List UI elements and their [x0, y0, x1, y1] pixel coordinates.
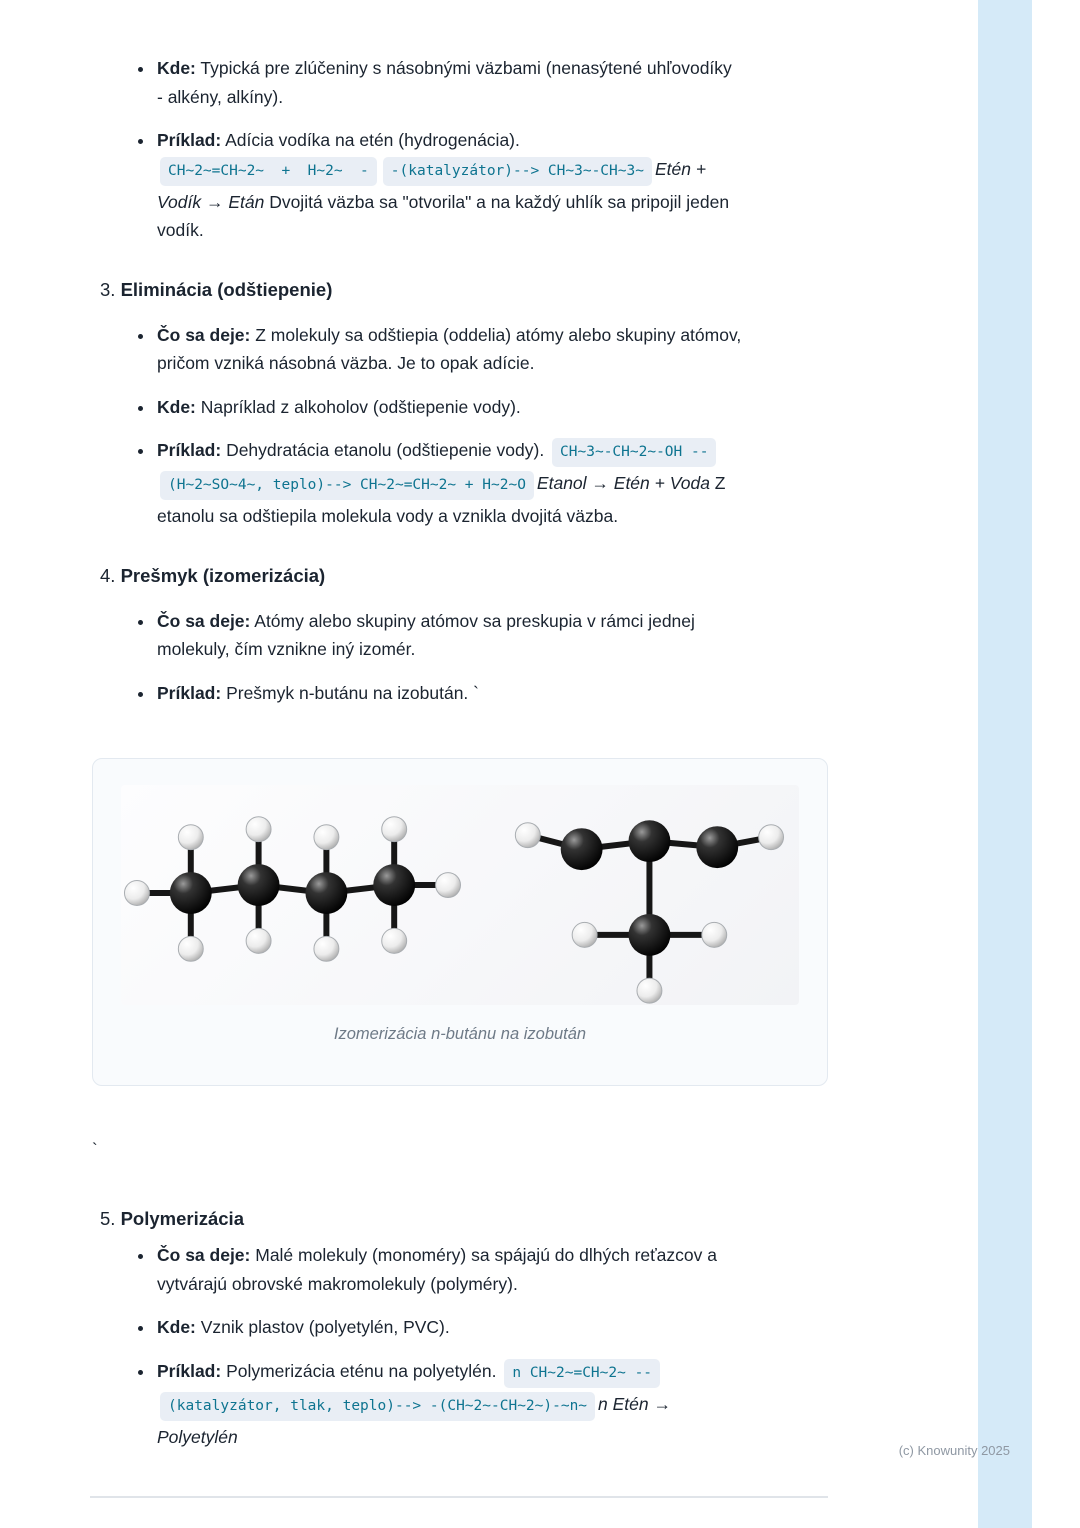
bullet-priklad [155, 126, 742, 245]
bullet-text: Vznik plastov (polyetylén, PVC). [195, 1317, 450, 1338]
bullet-label: Príklad: [157, 130, 222, 151]
bullet-label: Kde: [157, 58, 196, 78]
bullet-text: Atómy alebo skupiny atómov sa preskupia v rámci jednej molekuly, čím vznikne iný izomér. [157, 610, 695, 660]
bullet-label: Príklad: [157, 440, 222, 461]
bullet-text: Z molekuly sa odštiepia (oddelia) atómy alebo skupiny atómov, pričom vzniká násobná väzba. Je to opak adície. [157, 324, 742, 374]
reaction-summary: n Etén → Polyetylén [157, 1393, 671, 1447]
decorative-stripe [978, 0, 1032, 1528]
bullet-priklad [155, 436, 742, 531]
chemical-formula-code: CH~2~=CH~2~ + H~2~ - [160, 157, 377, 186]
watermark: (c) Knowunity 2025 [898, 1443, 1010, 1458]
section-number: 4. [100, 564, 116, 586]
chemical-formula-code: (katalyzátor, tlak, teplo)--> -(CH~2~-CH~2~)-~n~ [160, 1392, 595, 1421]
bullet-label: Kde: [157, 396, 196, 417]
bullet-text: Typická pre zlúčeniny s násobnými väzbami (nenasýtené uhľovodíky - alkény, alkíny). [157, 58, 732, 107]
bullet-kde [155, 54, 742, 111]
bullet-co-sa-deje [155, 321, 742, 378]
section-presmyk [100, 561, 742, 708]
figure-image [121, 785, 799, 1005]
chemical-formula-code: -(katalyzátor)--> CH~3~-CH~3~ [383, 157, 652, 186]
bullet-priklad [155, 679, 742, 708]
chemical-formula-code: CH~3~-CH~2~-OH -- [552, 438, 716, 467]
chemical-formula-code: n CH~2~=CH~2~ -- [504, 1359, 660, 1388]
top-bullet-list [100, 54, 742, 245]
section-bullet-list [100, 321, 742, 531]
bullet-label: Kde: [157, 1317, 196, 1338]
section-number: 5. [100, 1208, 116, 1230]
section-title: Eliminácia (odštiepenie) [120, 278, 333, 300]
reaction-summary: Etén + Vodík → Etán [157, 158, 707, 212]
bullet-text: Z etanolu sa odštiepila molekula vody a vznikla dvojitá väzba. [157, 473, 726, 527]
bullet-label: Čo sa deje: [157, 324, 251, 345]
section-polymerizacia [100, 1204, 742, 1451]
chemical-formula-code: (H~2~SO~4~, teplo)--> CH~2~=CH~2~ + H~2~O [160, 471, 534, 500]
bullet-label: Čo sa deje: [157, 610, 251, 631]
bullet-text: Malé molekuly (monoméry) sa spájajú do dlhých reťazcov a vytvárajú obrovské makromolekuly (polyméry). [157, 1245, 717, 1294]
section-heading [100, 561, 742, 591]
bullet-kde [155, 1313, 742, 1342]
bullet-text: Dehydratácia etanolu (odštiepenie vody). [221, 440, 550, 461]
bullet-kde [155, 393, 742, 422]
bullet-text: Dvojitá väzba sa "otvorila" a na každý uhlík sa pripojil jeden vodík. [157, 191, 730, 241]
section-number: 3. [100, 278, 116, 300]
stray-backtick: ` [92, 1140, 98, 1160]
bullet-text: Prešmyk n-butánu na izobután. ` [221, 683, 479, 703]
bullet-priklad [155, 1357, 742, 1452]
bullet-label: Príklad: [157, 1360, 222, 1381]
section-heading [100, 275, 742, 305]
section-heading [100, 1204, 742, 1234]
page-divider [90, 1496, 828, 1498]
figure-card [92, 758, 828, 1087]
bullet-co-sa-deje [155, 1241, 742, 1298]
n-butane-molecule [124, 816, 460, 961]
section-eliminacia [100, 275, 742, 531]
bullet-co-sa-deje [155, 607, 742, 664]
bullet-label: Čo sa deje: [157, 1245, 251, 1266]
figure-caption: Izomerizácia n-butánu na izobután [333, 1024, 587, 1043]
bullet-text: Adícia vodíka na etén (hydrogenácia). [221, 130, 520, 151]
molecule-diagram [121, 785, 799, 1005]
section-title: Prešmyk (izomerizácia) [120, 564, 326, 586]
bullet-label: Príklad: [157, 683, 222, 703]
section-bullet-list [100, 607, 742, 708]
section-title: Polymerizácia [120, 1208, 244, 1230]
bullet-text: Napríklad z alkoholov (odštiepenie vody). [195, 396, 521, 417]
isobutane-molecule [515, 820, 783, 1003]
bullet-text: Polymerizácia eténu na polyetylén. [221, 1360, 502, 1381]
reaction-summary: Etanol → Etén + Voda [536, 473, 710, 494]
section-bullet-list [100, 1241, 742, 1451]
